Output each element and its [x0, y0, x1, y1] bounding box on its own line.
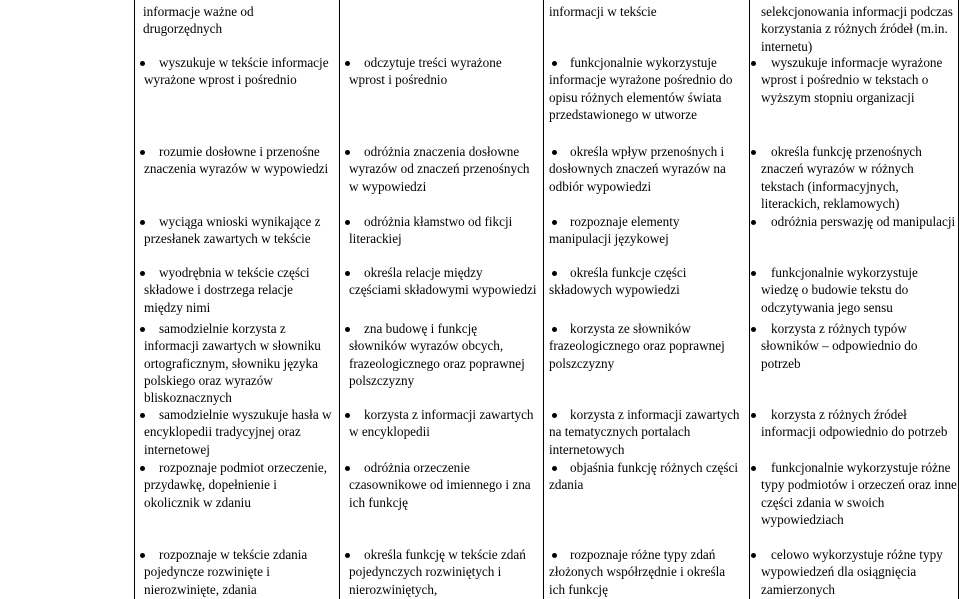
bullet-icon	[552, 327, 557, 332]
column-header: informacje ważne od drugorzędnych	[143, 4, 254, 37]
bullet-icon	[552, 61, 557, 66]
list-item-text: funkcjonalnie wykorzystuje różne typy podmiotów i orzeczeń oraz inne części zdania w swoich wypowiedziach	[761, 460, 957, 527]
list-item-text: określa funkcję przenośnych znaczeń wyrazów w różnych tekstach (informacyjnych, literackich, reklamowych)	[761, 144, 922, 211]
list-item	[544, 320, 749, 372]
list-item	[340, 320, 543, 389]
list-item-text: odróżnia perswazję od manipulacji	[771, 214, 956, 229]
bullet-icon	[751, 61, 756, 66]
bullet-icon	[140, 220, 145, 225]
list-item	[750, 459, 958, 528]
list-item-text: zna budowę i funkcję słowników wyrazów obcych, frazeologicznego oraz poprawnej polszczyzny	[349, 321, 525, 388]
column-header: informacji w tekście	[549, 4, 657, 19]
bullet-icon	[552, 413, 557, 418]
bullet-icon	[345, 553, 350, 558]
bullet-icon	[552, 553, 557, 558]
list-item	[544, 459, 749, 494]
list-item	[544, 264, 749, 299]
list-item-text: rozumie dosłowne i przenośne znaczenia wyrazów w wypowiedzi	[144, 144, 329, 177]
list-item-text: korzysta z różnych typów słowników – odpowiednio do potrzeb	[761, 321, 918, 371]
list-item	[135, 143, 339, 178]
bullet-icon	[345, 271, 350, 276]
bullet-icon	[552, 150, 557, 155]
list-item	[750, 264, 958, 316]
bullet-icon	[751, 150, 756, 155]
list-item	[135, 54, 339, 89]
list-item	[544, 406, 749, 458]
list-item	[135, 406, 339, 458]
list-item	[544, 54, 749, 123]
list-item-text: określa funkcję w tekście zdań pojedynczych rozwiniętych i nierozwiniętych,	[349, 547, 526, 597]
bullet-icon	[345, 220, 350, 225]
list-item	[544, 213, 749, 248]
list-item	[340, 264, 543, 299]
bullet-icon	[345, 466, 350, 471]
list-item-text: rozpoznaje elementy manipulacji językowej	[549, 214, 680, 247]
bullet-icon	[751, 220, 756, 225]
list-item-text: samodzielnie korzysta z informacji zawartych w słowniku ortograficznym, słowniku języka polskiego oraz wyrazów bliskoznacznych	[144, 321, 321, 406]
column-1	[135, 0, 339, 599]
list-item-text: odróżnia kłamstwo od fikcji literackiej	[349, 214, 513, 247]
list-item-text: rozpoznaje w tekście zdania pojedyncze rozwinięte i nierozwinięte, zdania	[144, 547, 308, 597]
list-item	[750, 143, 958, 212]
list-item	[340, 143, 543, 195]
list-item-text: określa relacje między częściami składowymi wypowiedzi	[349, 265, 537, 298]
bullet-icon	[140, 553, 145, 558]
list-item	[750, 213, 958, 230]
bullet-icon	[140, 327, 145, 332]
list-item-text: wyszukuje informacje wyrażone wprost i pośrednio w tekstach o wyższym stopniu organizacji	[761, 55, 943, 105]
bullet-icon	[751, 413, 756, 418]
list-item	[750, 54, 958, 106]
list-item	[340, 459, 543, 511]
list-item	[340, 546, 543, 598]
bullet-icon	[552, 271, 557, 276]
bullet-icon	[345, 61, 350, 66]
list-item-text: wyszukuje w tekście informacje wyrażone wprost i pośrednio	[144, 55, 329, 88]
list-item-text: określa funkcje części składowych wypowiedzi	[549, 265, 687, 298]
list-item-text: odróżnia znaczenia dosłowne wyrazów od znaczeń przenośnych w wypowiedzi	[349, 144, 530, 194]
list-item-text: korzysta z informacji zawartych na tematycznych portalach internetowych	[549, 407, 740, 457]
bullet-icon	[140, 413, 145, 418]
list-item	[340, 213, 543, 248]
list-item-text: wyciąga wnioski wynikające z przesłanek zawartych w tekście	[144, 214, 321, 247]
list-item	[750, 320, 958, 372]
bullet-icon	[751, 466, 756, 471]
bullet-icon	[751, 553, 756, 558]
list-item	[135, 546, 339, 598]
column-2	[340, 0, 543, 599]
column-4	[750, 0, 958, 599]
list-item-text: celowo wykorzystuje różne typy wypowiedzeń dla osiągnięcia zamierzonych	[761, 547, 943, 597]
bullet-icon	[751, 271, 756, 276]
list-item-text: rozpoznaje podmiot orzeczenie, przydawkę, dopełnienie i okolicznik w zdaniu	[144, 460, 328, 510]
column-header: selekcjonowania informacji podczas korzystania z różnych źródeł (m.in. internetu)	[761, 4, 953, 54]
list-item-text: objaśnia funkcję różnych części zdania	[549, 460, 739, 493]
bullet-icon	[552, 220, 557, 225]
list-item-text: korzysta z informacji zawartych w encyklopedii	[349, 407, 534, 440]
list-item-text: wyodrębnia w tekście części składowe i dostrzega relacje między nimi	[144, 265, 310, 315]
list-item-text: odczytuje treści wyrażone wprost i pośrednio	[349, 55, 502, 88]
list-item-text: określa wpływ przenośnych i dosłownych znaczeń wyrazów na odbiór wypowiedzi	[549, 144, 726, 194]
column-3	[544, 0, 749, 599]
bullet-icon	[345, 413, 350, 418]
list-item-text: odróżnia orzeczenie czasownikowe od imiennego i zna ich funkcję	[349, 460, 531, 510]
bullet-icon	[140, 466, 145, 471]
list-item-text: samodzielnie wyszukuje hasła w encyklopedii tradycyjnej oraz internetowej	[144, 407, 332, 457]
bullet-icon	[345, 150, 350, 155]
bullet-icon	[345, 327, 350, 332]
list-item	[544, 546, 749, 598]
list-item-text: rozpoznaje różne typy zdań złożonych współrzędnie i określa ich funkcję	[549, 547, 726, 597]
list-item	[544, 143, 749, 195]
list-item	[135, 320, 339, 406]
list-item-text: funkcjonalnie wykorzystuje wiedzę o budowie tekstu do odczytywania jego sensu	[761, 265, 918, 315]
list-item	[340, 406, 543, 441]
list-item	[750, 546, 958, 598]
list-item	[340, 54, 543, 89]
bullet-icon	[552, 466, 557, 471]
list-item-text: korzysta z różnych źródeł informacji odpowiednio do potrzeb	[761, 407, 948, 440]
list-item-text: funkcjonalnie wykorzystuje informacje wyrażone pośrednio do opisu różnych elementów świata przedstawionego w utworze	[549, 55, 733, 122]
list-item	[135, 213, 339, 248]
bullet-icon	[751, 327, 756, 332]
list-item	[135, 459, 339, 511]
bullet-icon	[140, 150, 145, 155]
bullet-icon	[140, 271, 145, 276]
list-item	[135, 264, 339, 316]
list-item	[750, 406, 958, 441]
list-item-text: korzysta ze słowników frazeologicznego oraz poprawnej polszczyzny	[549, 321, 725, 371]
bullet-icon	[140, 61, 145, 66]
